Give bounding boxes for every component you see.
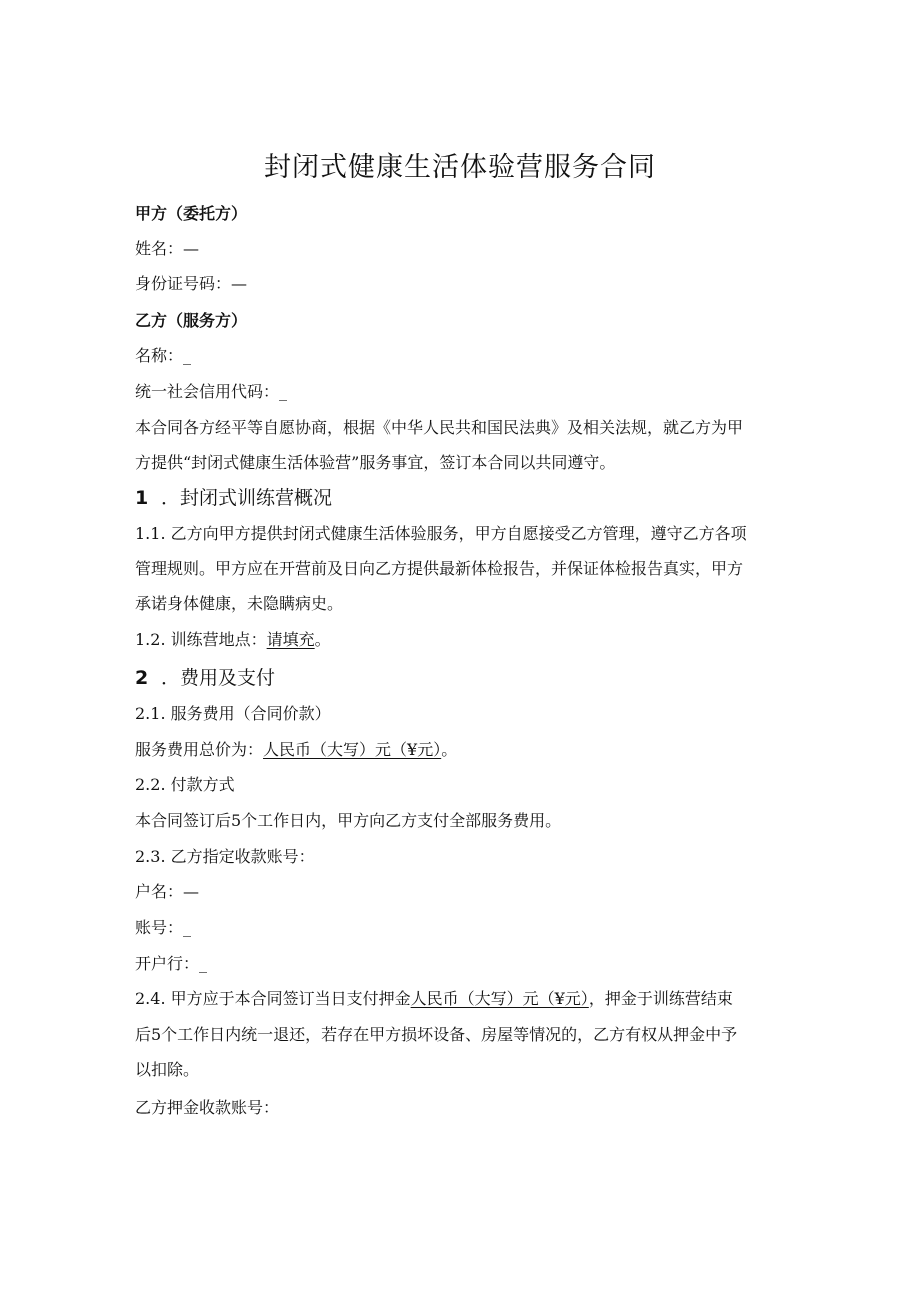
party-a-heading: 甲方（委托方） <box>135 204 248 223</box>
section-1-number: 1 <box>135 487 149 509</box>
section-1-title: ．封闭式训练营概况 <box>161 487 333 509</box>
clause-2-2-title: 2.2. 付款方式 <box>135 775 235 794</box>
clause-2-4-prefix: 2.4. 甲方应于本合同签订当日支付押金 <box>135 989 411 1008</box>
intro-line-2: 方提供“封闭式健康生活体验营”服务事宜，签订本合同以共同遵守。 <box>135 453 616 472</box>
clause-2-4-line-2: 后5个工作日内统一退还，若存在甲方损坏设备、房屋等情况的，乙方有权从押金中予 <box>135 1025 738 1044</box>
training-location-value: 请填充 <box>266 630 315 649</box>
party-b-name: 名称：_ <box>135 346 192 365</box>
clause-2-4-line-1 <box>135 988 795 1010</box>
clause-1-1-line-2: 管理规则。甲方应在开营前及日向乙方提供最新体检报告，并保证体检报告真实，甲方 <box>135 559 744 578</box>
party-b-heading: 乙方（服务方） <box>135 311 248 330</box>
service-fee-line <box>135 739 795 761</box>
clause-1-2-suffix: 。 <box>314 630 331 649</box>
clause-2-1-title: 2.1. 服务费用（合同价款） <box>135 704 331 723</box>
service-fee-suffix: 。 <box>441 740 458 759</box>
party-a-name: 姓名：— <box>135 239 200 258</box>
bank-name: 开户行：_ <box>135 954 208 973</box>
section-2-heading <box>135 665 795 691</box>
clause-2-3-title: 2.3. 乙方指定收款账号： <box>135 847 315 866</box>
intro-line-1: 本合同各方经平等自愿协商，根据《中华人民共和国民法典》及相关法规，就乙方为甲 <box>135 418 744 437</box>
service-fee-value: 人民币（大写）元（¥元） <box>263 740 442 759</box>
clause-1-2-prefix: 1.2. 训练营地点： <box>135 630 267 649</box>
service-fee-prefix: 服务费用总价为： <box>135 740 264 759</box>
deposit-amount-value: 人民币（大写）元（¥元） <box>410 989 589 1008</box>
party-b-credit-code: 统一社会信用代码：_ <box>135 382 288 401</box>
clause-1-2 <box>135 629 795 651</box>
clause-1-1-line-1: 1.1. 乙方向甲方提供封闭式健康生活体验服务，甲方自愿接受乙方管理，遵守乙方各项 <box>135 524 747 543</box>
account-holder-name: 户名：— <box>135 882 200 901</box>
party-a-id-number: 身份证号码：— <box>135 274 248 293</box>
section-2-number: 2 <box>135 667 149 689</box>
section-2-title: ．费用及支付 <box>161 667 276 689</box>
clause-2-4-suffix: ，押金于训练营结束 <box>588 989 733 1008</box>
clause-2-4-line-3: 以扣除。 <box>135 1060 200 1079</box>
clause-1-1-line-3: 承诺身体健康，未隐瞒病史。 <box>135 594 344 613</box>
payment-method-text: 本合同签订后5个工作日内，甲方向乙方支付全部服务费用。 <box>135 811 562 830</box>
contract-title: 封闭式健康生活体验营服务合同 <box>264 152 656 183</box>
section-1-heading <box>135 485 795 511</box>
account-number: 账号：_ <box>135 918 192 937</box>
deposit-account-label: 乙方押金收款账号： <box>135 1098 280 1117</box>
